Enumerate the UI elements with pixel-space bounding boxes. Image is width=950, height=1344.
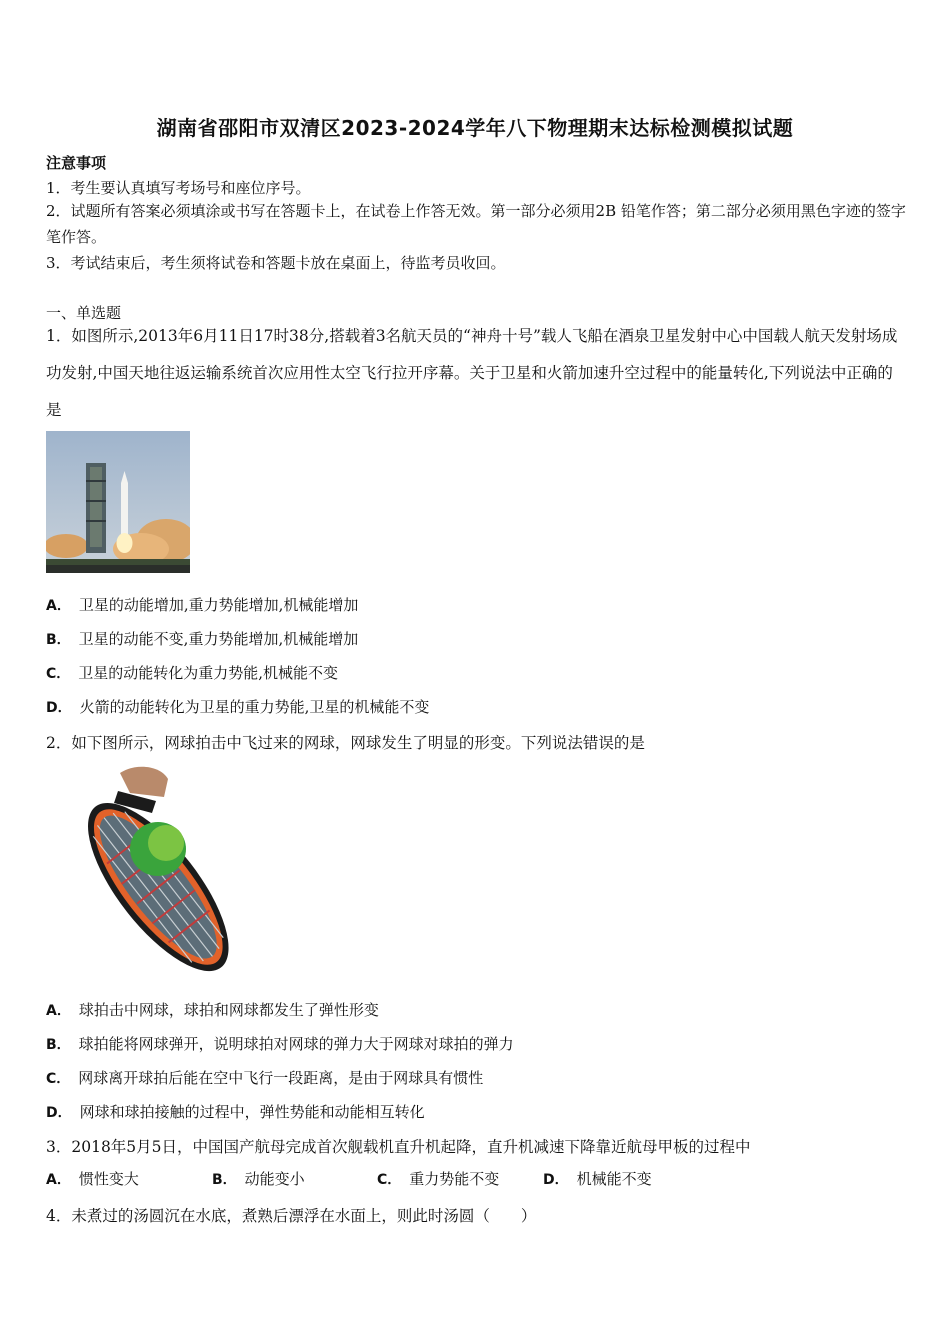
option-label: C． bbox=[46, 666, 71, 682]
question-3-option-a[interactable] bbox=[46, 1168, 212, 1189]
question-3-option-b[interactable] bbox=[212, 1168, 377, 1189]
option-text: 球拍击中网球，球拍和网球都发生了弹性形变 bbox=[78, 1001, 379, 1019]
question-1-stem: 1．如图所示,2013年6月11日17时38分,搭载着3名航天员的“神舟十号”载人飞船在酒泉卫星发射中心中国载人航天发射场成功发射,中国天地往返运输系统首次应用性太空飞行拉开序幕。关于卫星和火箭加速升空过程中的能量转化,下列说法中正确的是 bbox=[46, 327, 898, 419]
option-label: A． bbox=[46, 1003, 71, 1019]
option-text: 重力势能不变 bbox=[409, 1170, 500, 1188]
rocket-launch-image bbox=[46, 431, 190, 573]
option-label: A． bbox=[46, 598, 71, 614]
option-label: A． bbox=[46, 1172, 71, 1188]
option-text: 动能变小 bbox=[244, 1170, 305, 1188]
option-text: 机械能不变 bbox=[576, 1170, 652, 1188]
option-text: 网球离开球拍后能在空中飞行一段距离，是由于网球具有惯性 bbox=[78, 1069, 484, 1087]
question-2-option-a[interactable] bbox=[46, 999, 379, 1020]
option-text: 网球和球拍接触的过程中，弹性势能和动能相互转化 bbox=[79, 1103, 425, 1121]
question-3-option-d[interactable] bbox=[543, 1168, 652, 1189]
option-label: C． bbox=[46, 1071, 71, 1087]
option-text: 卫星的动能转化为重力势能,机械能不变 bbox=[78, 664, 339, 682]
section-heading: 一、单选题 bbox=[46, 304, 122, 322]
option-label: B． bbox=[46, 1037, 71, 1053]
option-label: B． bbox=[46, 632, 71, 648]
option-label: B． bbox=[212, 1172, 237, 1188]
question-2-option-c[interactable] bbox=[46, 1067, 483, 1088]
page-title: 湖南省邵阳市双清区2023-2024学年八下物理期末达标检测模拟试题 bbox=[156, 116, 794, 140]
option-text: 球拍能将网球弹开，说明球拍对网球的弹力大于网球对球拍的弹力 bbox=[78, 1035, 514, 1053]
option-label: D． bbox=[46, 1105, 72, 1121]
option-label: D． bbox=[46, 700, 72, 716]
question-2-option-b[interactable] bbox=[46, 1033, 514, 1054]
option-label: D． bbox=[543, 1172, 569, 1188]
option-text: 惯性变大 bbox=[78, 1170, 139, 1188]
notice-item-1: 1．考生要认真填写考场号和座位序号。 bbox=[46, 179, 311, 197]
notice-heading: 注意事项 bbox=[46, 154, 107, 172]
question-4-stem: 4．未煮过的汤圆沉在水底，煮熟后漂浮在水面上，则此时汤圆（ ） bbox=[46, 1207, 537, 1225]
option-label: C． bbox=[377, 1172, 402, 1188]
option-text: 卫星的动能不变,重力势能增加,机械能增加 bbox=[78, 630, 359, 648]
question-1-option-d[interactable] bbox=[46, 696, 429, 717]
question-3-stem: 3．2018年5月5日，中国国产航母完成首次舰载机直升机起降，直升机减速下降靠近航母甲板的过程中 bbox=[46, 1138, 751, 1156]
question-2-stem: 2．如下图所示，网球拍击中飞过来的网球，网球发生了明显的形变。下列说法错误的是 bbox=[46, 734, 645, 752]
question-3-options bbox=[46, 1168, 652, 1189]
question-2-option-d[interactable] bbox=[46, 1101, 425, 1122]
question-1-option-c[interactable] bbox=[46, 662, 338, 683]
notice-item-3: 3．考试结束后，考生须将试卷和答题卡放在桌面上，待监考员收回。 bbox=[46, 254, 506, 272]
tennis-racket-image bbox=[60, 763, 260, 973]
option-text: 火箭的动能转化为卫星的重力势能,卫星的机械能不变 bbox=[79, 698, 430, 716]
notice-item-2: 2．试题所有答案必须填涂或书写在答题卡上，在试卷上作答无效。第一部分必须用2B 铅笔作答；第二部分必须用黑色字迹的签字笔作答。 bbox=[46, 202, 906, 246]
question-3-option-c[interactable] bbox=[377, 1168, 543, 1189]
option-text: 卫星的动能增加,重力势能增加,机械能增加 bbox=[78, 596, 359, 614]
question-1-option-b[interactable] bbox=[46, 628, 358, 649]
question-1-option-a[interactable] bbox=[46, 594, 358, 615]
